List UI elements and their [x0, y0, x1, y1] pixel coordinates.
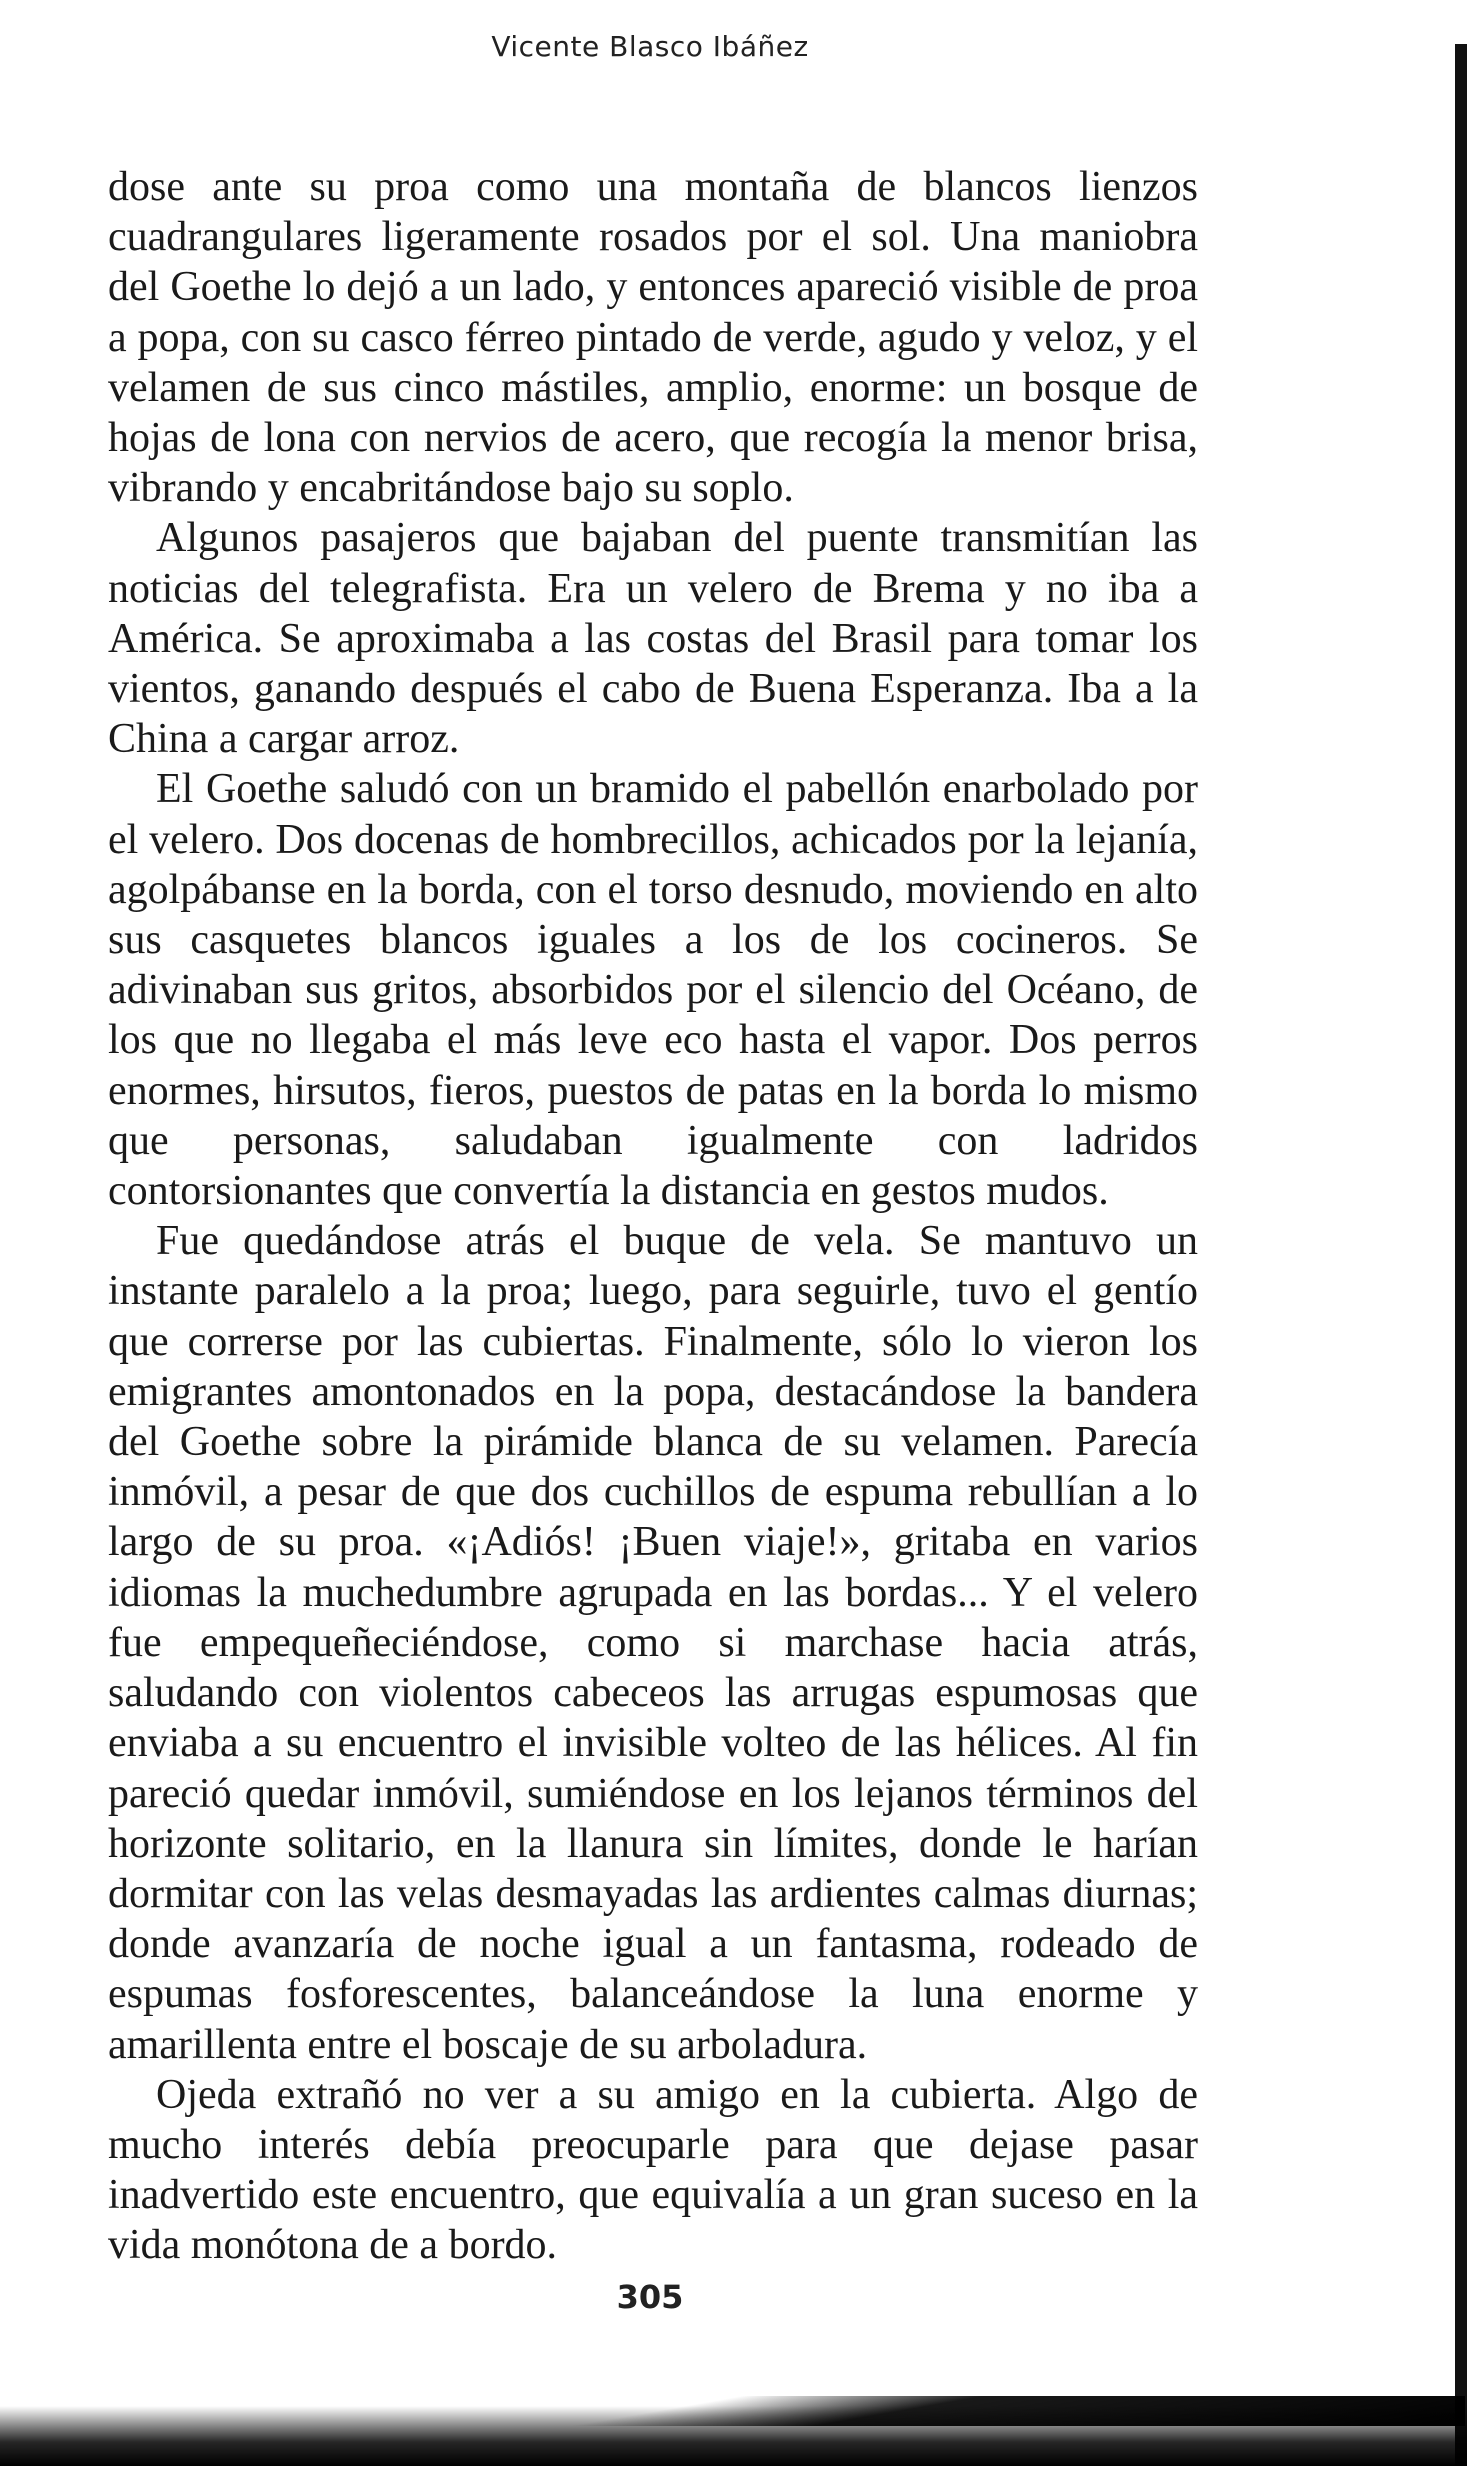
paragraph-1: dose ante su proa como una montaña de blancos lienzos cuadrangulares ligeramente rosados por el sol. Una maniobra del Goethe lo dejó a un lado, y entonces apareció visible de proa a popa, con su casco férreo pintado de verde, agudo y veloz, y el velamen de sus cinco mástiles, amplio, enorme: un bosque de hojas de lona con nervios de acero, que recogía la menor brisa, vibrando y encabritándose bajo su soplo.	[108, 164, 1198, 512]
paragraph-4: Fue quedándose atrás el buque de vela. Se mantuvo un instante paralelo a la proa; luego, para seguirle, tuvo el gentío que correrse por las cubiertas. Finalmente, sólo lo vieron los emigrantes amontonados en la popa, destacándose la bandera del Goethe sobre la pirámide blanca de su velamen. Parecía inmóvil, a pesar de que dos cuchillos de espuma rebullían a lo largo de su proa. «¡Adiós! ¡Buen viaje!», gritaba en varios idiomas la muchedumbre agrupada en las bordas... Y el velero fue empequeñeciéndose, como si marchase hacia atrás, saludando con violentos cabeceos las arrugas espumosas que enviaba a su encuentro el invisible volteo de las hélices. Al fin pareció quedar inmóvil, sumiéndose en los lejanos términos del horizonte solitario, en la llanura sin límites, donde le harían dormitar con las velas desmayadas las ardientes calmas diurnas; donde avanzaría de noche igual a un fantasma, rodeado de espumas fosforescentes, balanceándose la luna enorme y amarillenta entre el boscaje de su arboladura.	[108, 1218, 1198, 2068]
page-number: 305	[616, 2278, 684, 2316]
scan-edge-right	[1455, 44, 1467, 2466]
page-body	[108, 162, 1198, 2271]
paragraph-3: El Goethe saludó con un bramido el pabellón enarbolado por el velero. Dos docenas de hombrecillos, achicados por la lejanía, agolpábanse en la borda, con el torso desnudo, moviendo en alto sus casquetes blancos iguales a los de los cocineros. Se adivinaban sus gritos, absorbidos por el silencio del Océano, de los que no llegaba el más leve eco hasta el vapor. Dos perros enormes, hirsutos, fieros, puestos de patas en la borda lo mismo que personas, saludaban igualmente con ladridos contorsionantes que convertía la distancia en gestos mudos.	[108, 766, 1198, 1215]
scan-edge-bottom	[0, 2406, 1467, 2466]
paragraph-2: Algunos pasajeros que bajaban del puente transmitían las noticias del telegrafista. Era un velero de Brema y no iba a América. Se aproximaba a las costas del Brasil para tomar los vientos, ganando después el cabo de Buena Esperanza. Iba a la China a cargar arroz.	[108, 515, 1198, 763]
running-header: Vicente Blasco Ibáñez	[491, 30, 809, 63]
paragraph-5: Ojeda extrañó no ver a su amigo en la cubierta. Algo de mucho interés debía preocuparle para que dejase pasar inadvertido este encuentro, que equivalía a un gran suceso en la vida monótona de a bordo.	[108, 2071, 1198, 2269]
